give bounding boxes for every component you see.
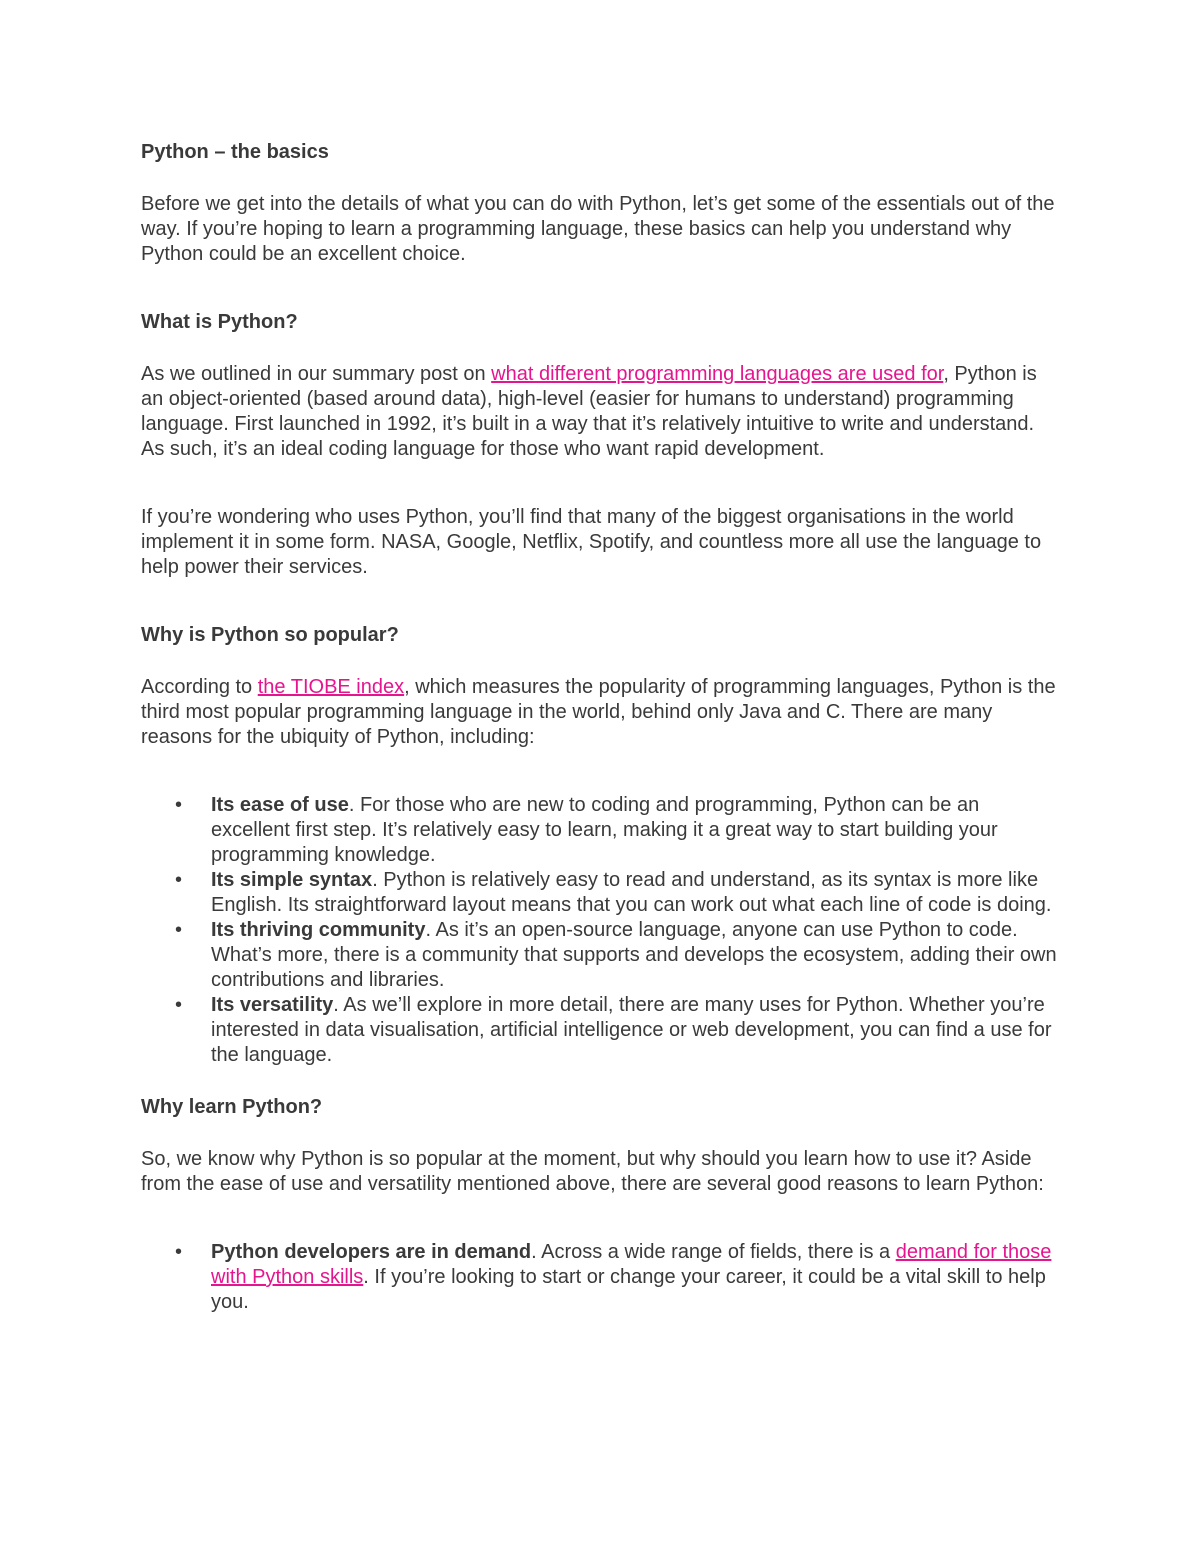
link-python-demand[interactable]: demand for those with Python skills <box>211 1241 1052 1288</box>
list-item <box>141 868 1061 918</box>
document-page <box>141 140 1061 1315</box>
list-item-text: . Across a wide range of fields, there is a <box>531 1241 896 1263</box>
paragraph-text: According to <box>141 676 258 698</box>
bullet-icon: • <box>175 1241 183 1263</box>
list-item-text: . As we’ll explore in more detail, there are many uses for Python. Whether you’re interested in data visualisation, artificial intelligence or web development, you can find a use for the language. <box>211 994 1052 1066</box>
paragraph-text: , which measures the popularity of programming languages, Python is the third most popular programming language in the world, behind only Java and C. There are many reasons for the ubiquity of Python, including: <box>141 676 1056 748</box>
section-heading-what-is-python: What is Python? <box>141 311 298 333</box>
paragraph-what-is-python <box>141 362 1061 462</box>
list-item-text: . Python is relatively easy to read and understand, as its syntax is more like English. Its straightforward layout means that you can work out what each line of code is doing. <box>211 869 1052 916</box>
reasons-list <box>141 793 1061 1068</box>
link-programming-languages[interactable]: what different programming languages are used for <box>491 363 944 385</box>
bullet-icon: • <box>175 994 183 1016</box>
list-item-title: Its thriving community <box>211 919 426 941</box>
list-item-title: Its versatility <box>211 994 334 1016</box>
bullet-icon: • <box>175 869 183 891</box>
list-item-text: . As it’s an open-source language, anyone can use Python to code. What’s more, there is a community that supports and develops the ecosystem, adding their own contributions and libraries. <box>211 919 1057 991</box>
paragraph-text: , Python is an object-oriented (based around data), high-level (easier for humans to understand) programming language. First launched in 1992, it’s built in a way that it’s relatively intuitive to write and understand. As such, it’s an ideal coding language for those who want rapid development. <box>141 363 1037 460</box>
list-item <box>141 1240 1061 1315</box>
paragraph-why-popular <box>141 675 1061 750</box>
list-item-text: . For those who are new to coding and programming, Python can be an excellent first step. It’s relatively easy to learn, making it a great way to start building your programming knowledge. <box>211 794 998 866</box>
paragraph-basics: Before we get into the details of what you can do with Python, let’s get some of the essentials out of the way. If you’re hoping to learn a programming language, these basics can help you understand why Python could be an excellent choice. <box>141 193 1055 265</box>
list-item <box>141 993 1061 1068</box>
list-item-title: Its simple syntax <box>211 869 373 891</box>
paragraph-why-learn: So, we know why Python is so popular at the moment, but why should you learn how to use it? Aside from the ease of use and versatility mentioned above, there are several good reasons to learn Python: <box>141 1148 1044 1195</box>
section-heading-why-popular: Why is Python so popular? <box>141 624 399 646</box>
paragraph-who-uses-python: If you’re wondering who uses Python, you’ll find that many of the biggest organisations in the world implement it in some form. NASA, Google, Netflix, Spotify, and countless more all use the language to help power their services. <box>141 506 1042 578</box>
list-item-title: Python developers are in demand <box>211 1241 532 1263</box>
list-item <box>141 793 1061 868</box>
section-heading-basics: Python – the basics <box>141 141 329 163</box>
list-item-text: . If you’re looking to start or change your career, it could be a vital skill to help you. <box>211 1266 1046 1313</box>
link-tiobe-index[interactable]: the TIOBE index <box>257 676 405 698</box>
paragraph-text: As we outlined in our summary post on <box>141 363 492 385</box>
bullet-icon: • <box>175 919 183 941</box>
list-item-title: Its ease of use <box>211 794 349 816</box>
list-item <box>141 918 1061 993</box>
section-heading-why-learn: Why learn Python? <box>141 1096 323 1118</box>
learn-reasons-list <box>141 1240 1061 1315</box>
bullet-icon: • <box>175 794 183 816</box>
